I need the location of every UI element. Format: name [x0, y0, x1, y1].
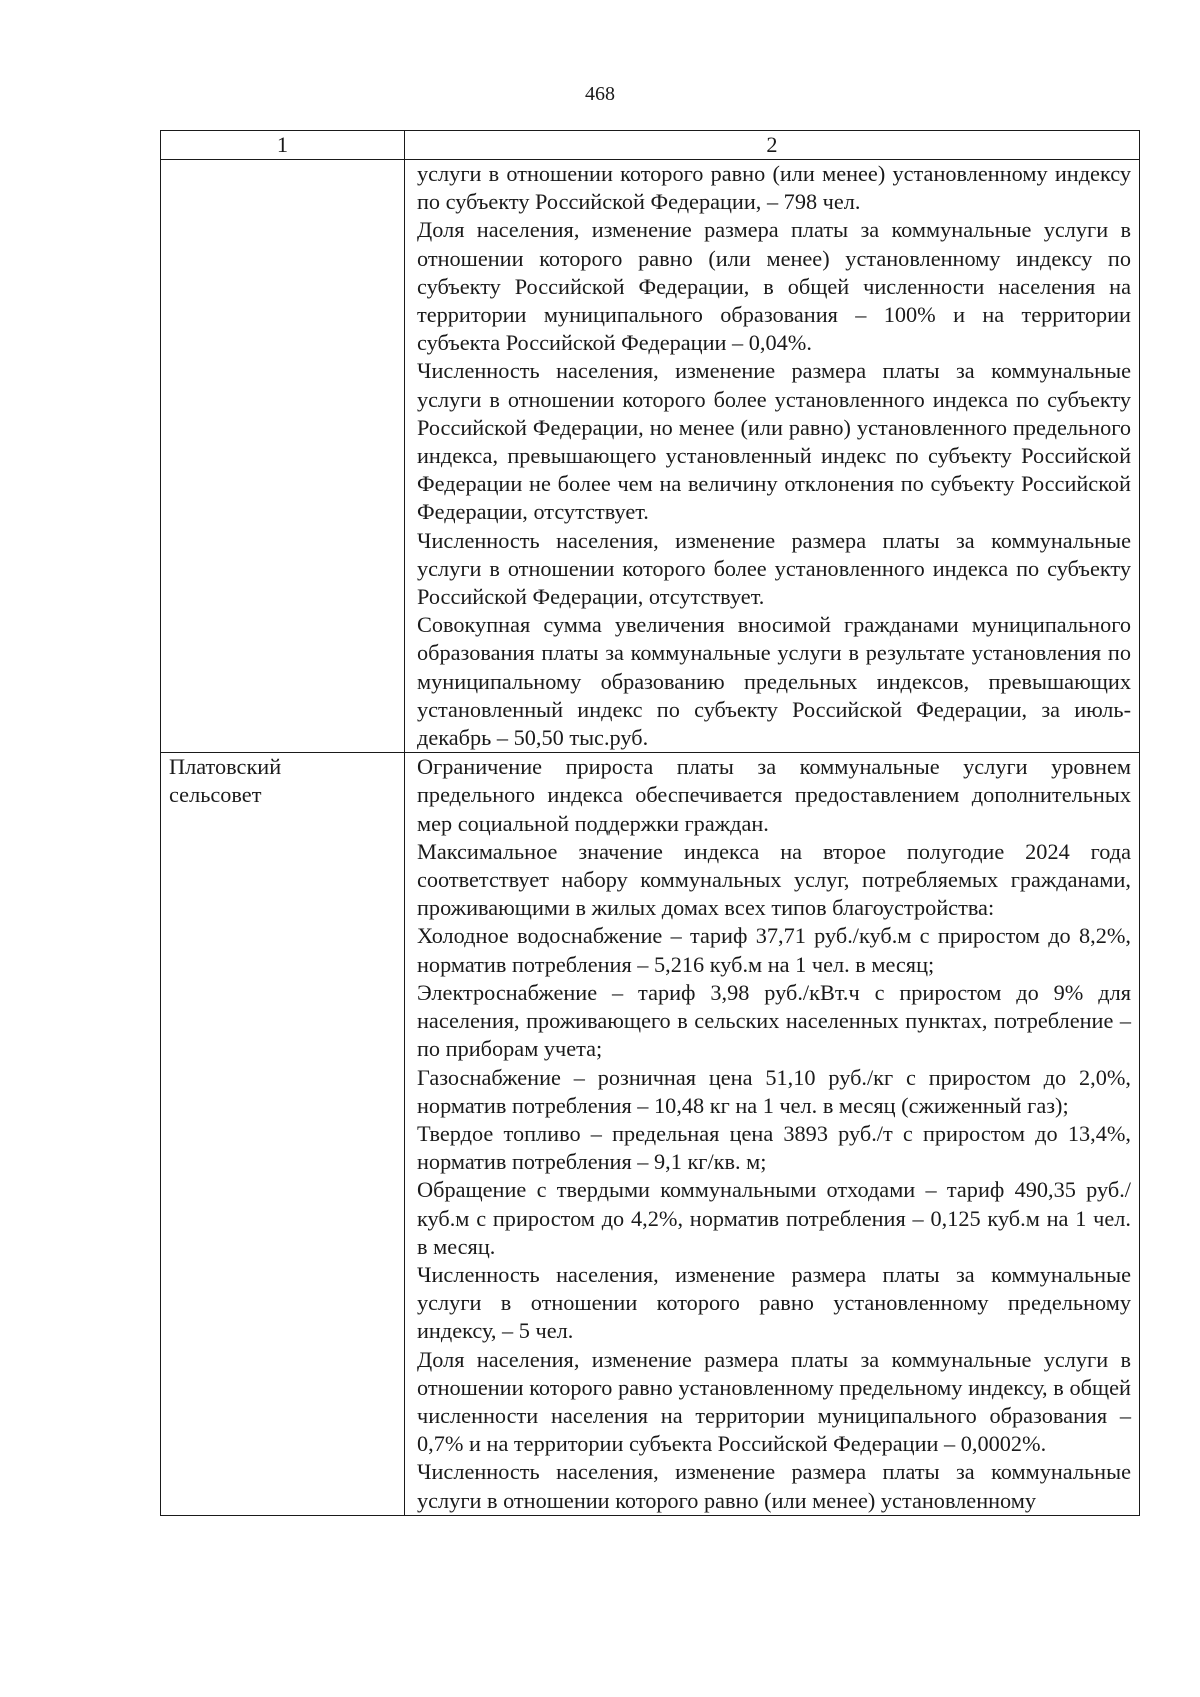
region-name: сельсовет: [169, 782, 262, 808]
table-row: [161, 160, 1140, 753]
content-cell: [405, 160, 1140, 753]
paragraph: Электроснабжение – тариф 3,98 руб./кВт.ч с приростом до 9% для населения, проживающего в сельских населенных пунктах, потребление – по приборам учета;: [417, 979, 1131, 1062]
paragraph: услуги в отношении которого равно (или менее) установленному индексу по субъекту Российской Федерации, – 798 чел.: [417, 161, 1131, 215]
paragraph: Холодное водоснабжение – тариф 37,71 руб./куб.м с приростом до 8,2%, норматив потребления – 5,216 куб.м на 1 чел. в месяц;: [417, 923, 1131, 977]
paragraph: Максимальное значение индекса на второе полугодие 2024 года соответствует набору коммунальных услуг, потребляемых гражданами, проживающими в жилых домах всех типов благоустройства:: [417, 838, 1131, 921]
table-row: [161, 753, 1140, 1515]
region-cell: [161, 160, 405, 753]
paragraph: Доля населения, изменение размера платы за коммунальные услуги в отношении которого равно установленному предельному индексу, в общей численности населения на территории муниципального образования – 0,7% и на территории субъекта Российской Федерации – 0,0002%.: [417, 1346, 1131, 1457]
document-table: [160, 130, 1140, 1516]
paragraph: Обращение с твердыми коммунальными отходами – тариф 490,35 руб./куб.м с приростом до 4,2%, норматив потребления – 0,125 куб.м на 1 чел. в месяц.: [417, 1177, 1131, 1259]
column-header-2: 2: [405, 131, 1140, 160]
region-name: Платовский: [169, 754, 282, 780]
column-header-1: 1: [161, 131, 405, 160]
paragraph: Газоснабжение – розничная цена 51,10 руб./кг с приростом до 2,0%, норматив потребления – 10,48 кг на 1 чел. в месяц (сжиженный газ);: [417, 1064, 1131, 1118]
paragraph: Численность населения, изменение размера платы за коммунальные услуги в отношении которого более установленного индекса по субъекту Российской Федерации, но менее (или равно) установленного предельного индекса, превышающего установленный индекс по субъекту Российской Федерации не более чем на величину отклонения по субъекту Российской Федерации, отсутствует.: [417, 358, 1131, 525]
paragraph: Численность населения, изменение размера платы за коммунальные услуги в отношении которого равно (или менее) установленному: [417, 1459, 1131, 1513]
paragraph: Совокупная сумма увеличения вносимой гражданами муниципального образования платы за коммунальные услуги в результате установления по муниципальному образованию предельных индексов, превышающих установленный индекс по субъекту Российской Федерации, за июль-декабрь – 50,50 тыс.руб.: [417, 612, 1131, 751]
paragraph: Численность населения, изменение размера платы за коммунальные услуги в отношении которого более установленного индекса по субъекту Российской Федерации, отсутствует.: [417, 527, 1131, 610]
paragraph: Численность населения, изменение размера платы за коммунальные услуги в отношении которого равно установленному предельному индексу, – 5 чел.: [417, 1261, 1131, 1344]
content-cell: [405, 753, 1140, 1515]
region-cell: [161, 753, 405, 1515]
page-number: 468: [585, 83, 615, 105]
paragraph: Доля населения, изменение размера платы за коммунальные услуги в отношении которого равно (или менее) установленному индексу по субъекту Российской Федерации, в общей численности населения на территории муниципального образования – 100% и на территории субъекта Российской Федерации – 0,04%.: [417, 217, 1131, 356]
paragraph: Ограничение прироста платы за коммунальные услуги уровнем предельного индекса обеспечивается предоставлением дополнительных мер социальной поддержки граждан.: [417, 754, 1131, 836]
table-header-row: [161, 131, 1140, 160]
paragraph: Твердое топливо – предельная цена 3893 руб./т с приростом до 13,4%, норматив потребления – 9,1 кг/кв. м;: [417, 1120, 1131, 1175]
